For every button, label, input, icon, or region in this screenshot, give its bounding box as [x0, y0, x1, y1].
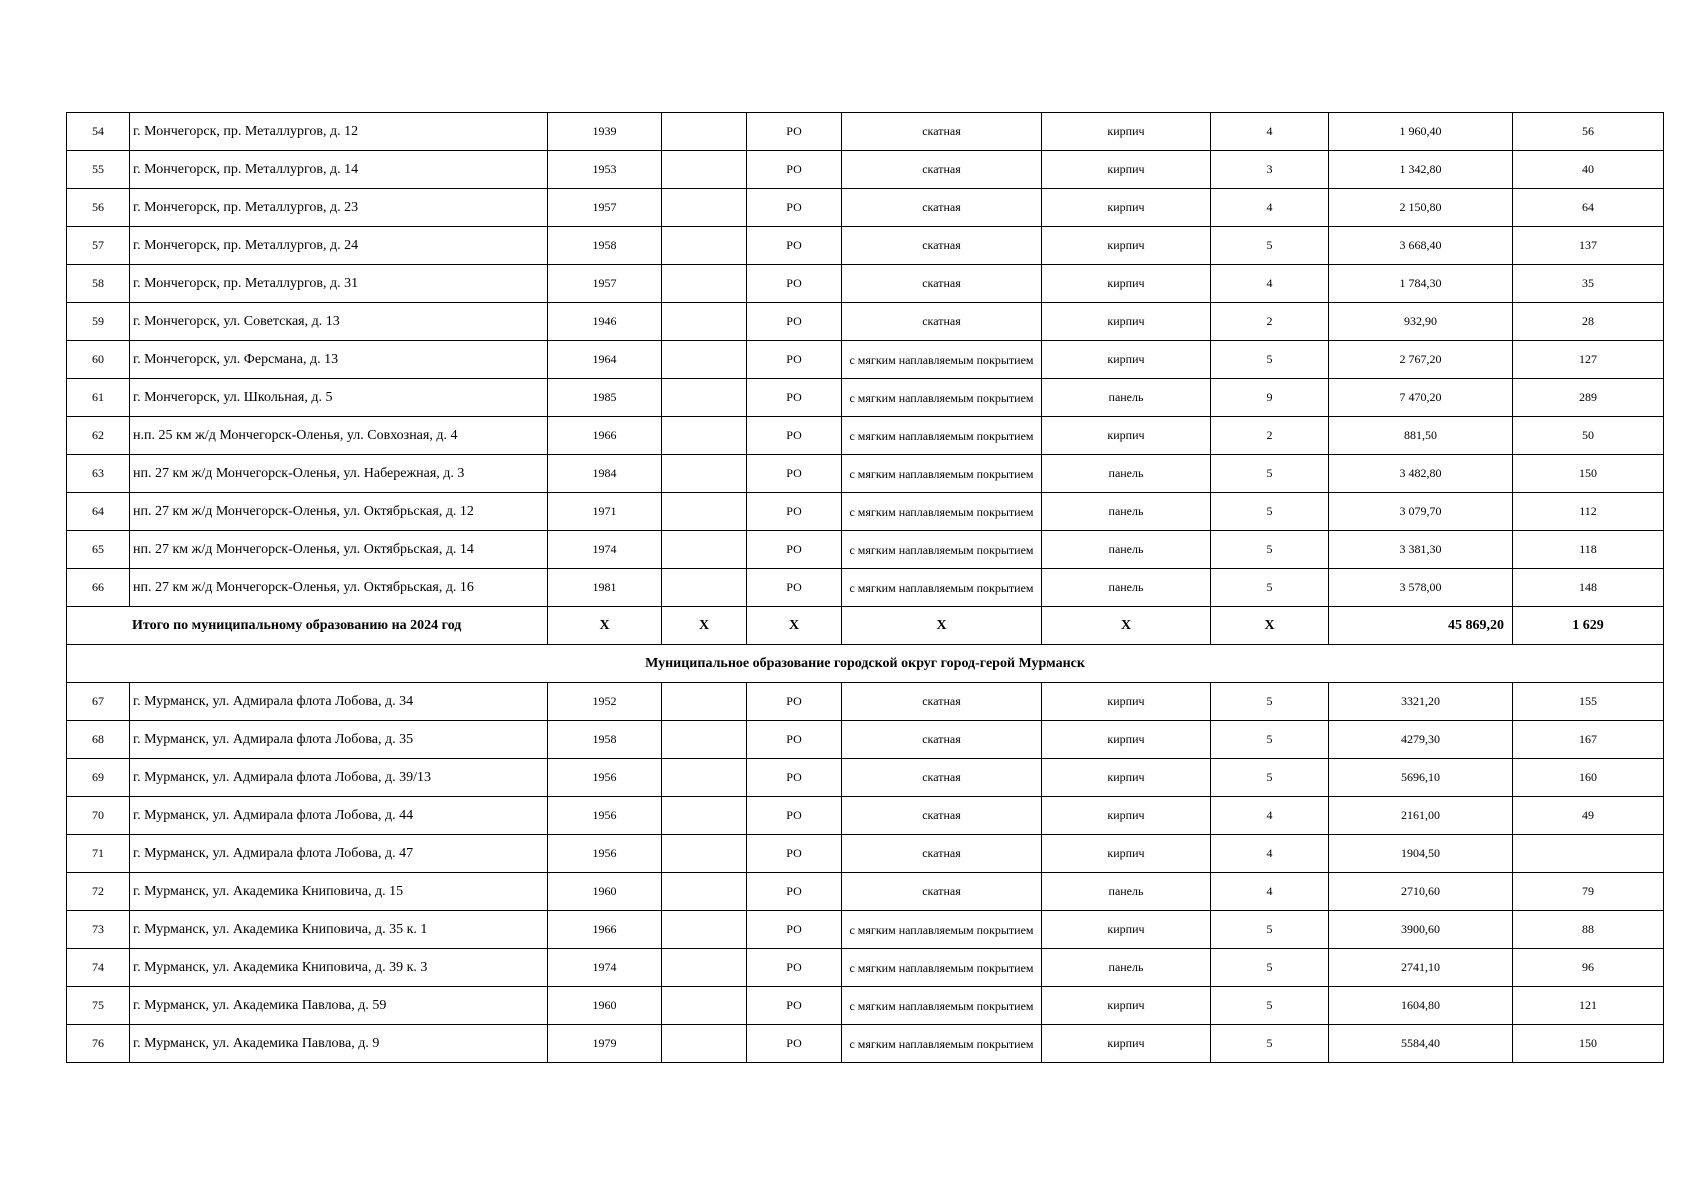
row-number: 56	[67, 189, 130, 227]
wall-material-cell: кирпич	[1042, 721, 1211, 759]
table-row	[67, 683, 1664, 721]
row-number: 67	[67, 683, 130, 721]
area-cell: 1604,80	[1329, 987, 1513, 1025]
residents-cell: 118	[1513, 531, 1664, 569]
roof-type-cell: скатная	[842, 797, 1042, 835]
year-cell: 1960	[548, 987, 662, 1025]
row-number: 55	[67, 151, 130, 189]
empty-cell	[662, 379, 747, 417]
address-cell: г. Мурманск, ул. Адмирала флота Лобова, д. 35	[130, 721, 548, 759]
roof-type-cell: скатная	[842, 683, 1042, 721]
wall-material-cell: кирпич	[1042, 987, 1211, 1025]
method-cell: РО	[747, 721, 842, 759]
floors-cell: 5	[1211, 227, 1329, 265]
floors-cell: 5	[1211, 493, 1329, 531]
method-cell: РО	[747, 113, 842, 151]
floors-cell: 5	[1211, 455, 1329, 493]
year-cell: 1957	[548, 189, 662, 227]
table-row	[67, 189, 1664, 227]
roof-type-cell: с мягким наплавляемым покрытием	[842, 949, 1042, 987]
address-cell: г. Мурманск, ул. Адмирала флота Лобова, д. 39/13	[130, 759, 548, 797]
empty-cell	[662, 569, 747, 607]
empty-cell	[662, 721, 747, 759]
wall-material-cell: панель	[1042, 493, 1211, 531]
roof-type-cell: скатная	[842, 113, 1042, 151]
address-cell: г. Мурманск, ул. Адмирала флота Лобова, д. 34	[130, 683, 548, 721]
total-label: Итого по муниципальному образованию на 2024 год	[67, 607, 548, 645]
year-cell: 1974	[548, 531, 662, 569]
method-cell: РО	[747, 341, 842, 379]
area-cell: 3900,60	[1329, 911, 1513, 949]
residents-cell: 121	[1513, 987, 1664, 1025]
residents-cell: 289	[1513, 379, 1664, 417]
year-cell: 1956	[548, 797, 662, 835]
address-cell: г. Мурманск, ул. Академика Книповича, д. 15	[130, 873, 548, 911]
area-cell: 1 342,80	[1329, 151, 1513, 189]
roof-type-cell: с мягким наплавляемым покрытием	[842, 455, 1042, 493]
roof-type-cell: скатная	[842, 303, 1042, 341]
address-cell: нп. 27 км ж/д Мончегорск-Оленья, ул. Набережная, д. 3	[130, 455, 548, 493]
method-cell: РО	[747, 493, 842, 531]
table-row	[67, 227, 1664, 265]
residents-cell	[1513, 835, 1664, 873]
area-cell: 1 784,30	[1329, 265, 1513, 303]
area-cell: 3321,20	[1329, 683, 1513, 721]
empty-cell	[662, 113, 747, 151]
row-number: 61	[67, 379, 130, 417]
wall-material-cell: панель	[1042, 949, 1211, 987]
floors-cell: 5	[1211, 987, 1329, 1025]
area-cell: 3 079,70	[1329, 493, 1513, 531]
wall-material-cell: кирпич	[1042, 189, 1211, 227]
residents-cell: 167	[1513, 721, 1664, 759]
row-number: 60	[67, 341, 130, 379]
residents-cell: 88	[1513, 911, 1664, 949]
year-cell: 1956	[548, 759, 662, 797]
empty-cell	[662, 987, 747, 1025]
wall-material-cell: кирпич	[1042, 683, 1211, 721]
total-row	[67, 607, 1664, 645]
area-cell: 2710,60	[1329, 873, 1513, 911]
row-number: 58	[67, 265, 130, 303]
empty-cell	[662, 873, 747, 911]
residents-cell: 148	[1513, 569, 1664, 607]
empty-cell	[662, 227, 747, 265]
floors-cell: 5	[1211, 569, 1329, 607]
empty-cell	[662, 303, 747, 341]
method-cell: РО	[747, 227, 842, 265]
wall-material-cell: кирпич	[1042, 417, 1211, 455]
wall-material-cell: кирпич	[1042, 151, 1211, 189]
method-cell: РО	[747, 911, 842, 949]
method-cell: РО	[747, 835, 842, 873]
floors-cell: 4	[1211, 797, 1329, 835]
row-number: 74	[67, 949, 130, 987]
floors-cell: 3	[1211, 151, 1329, 189]
section-title: Муниципальное образование городской округ город-герой Мурманск	[67, 645, 1664, 683]
wall-material-cell: панель	[1042, 569, 1211, 607]
address-cell: г. Мончегорск, пр. Металлургов, д. 12	[130, 113, 548, 151]
rows-after-section	[67, 683, 1664, 1063]
floors-cell: 5	[1211, 531, 1329, 569]
empty-cell	[662, 797, 747, 835]
total-area: 45 869,20	[1329, 607, 1513, 645]
empty-cell	[662, 493, 747, 531]
roof-type-cell: с мягким наплавляемым покрытием	[842, 493, 1042, 531]
empty-cell	[662, 759, 747, 797]
area-cell: 2741,10	[1329, 949, 1513, 987]
method-cell: РО	[747, 417, 842, 455]
residents-cell: 79	[1513, 873, 1664, 911]
floors-cell: 5	[1211, 911, 1329, 949]
area-cell: 2 767,20	[1329, 341, 1513, 379]
wall-material-cell: кирпич	[1042, 835, 1211, 873]
area-cell: 1 960,40	[1329, 113, 1513, 151]
floors-cell: 4	[1211, 189, 1329, 227]
table-row	[67, 721, 1664, 759]
year-cell: 1958	[548, 721, 662, 759]
empty-cell	[662, 949, 747, 987]
address-cell: г. Мурманск, ул. Академика Павлова, д. 59	[130, 987, 548, 1025]
address-cell: г. Мурманск, ул. Академика Павлова, д. 9	[130, 1025, 548, 1063]
table-row	[67, 569, 1664, 607]
row-number: 76	[67, 1025, 130, 1063]
table-row	[67, 151, 1664, 189]
table-row	[67, 1025, 1664, 1063]
residents-cell: 137	[1513, 227, 1664, 265]
empty-cell	[662, 341, 747, 379]
table-row	[67, 759, 1664, 797]
row-number: 57	[67, 227, 130, 265]
housing-registry-table	[66, 112, 1664, 1063]
address-cell: г. Мурманск, ул. Академика Книповича, д. 35 к. 1	[130, 911, 548, 949]
table-row	[67, 417, 1664, 455]
residents-cell: 150	[1513, 1025, 1664, 1063]
wall-material-cell: кирпич	[1042, 265, 1211, 303]
address-cell: г. Мончегорск, ул. Ферсмана, д. 13	[130, 341, 548, 379]
residents-cell: 112	[1513, 493, 1664, 531]
area-cell: 4279,30	[1329, 721, 1513, 759]
row-number: 75	[67, 987, 130, 1025]
empty-cell	[662, 531, 747, 569]
total-year-x: X	[548, 607, 662, 645]
empty-cell	[662, 911, 747, 949]
area-cell: 3 482,80	[1329, 455, 1513, 493]
wall-material-cell: кирпич	[1042, 113, 1211, 151]
empty-cell	[662, 835, 747, 873]
row-number: 54	[67, 113, 130, 151]
table-row	[67, 873, 1664, 911]
row-number: 72	[67, 873, 130, 911]
roof-type-cell: с мягким наплавляемым покрытием	[842, 341, 1042, 379]
method-cell: РО	[747, 569, 842, 607]
area-cell: 1904,50	[1329, 835, 1513, 873]
table-row	[67, 911, 1664, 949]
address-cell: г. Мончегорск, пр. Металлургов, д. 24	[130, 227, 548, 265]
empty-cell	[662, 683, 747, 721]
area-cell: 3 668,40	[1329, 227, 1513, 265]
table-row	[67, 113, 1664, 151]
floors-cell: 5	[1211, 949, 1329, 987]
floors-cell: 4	[1211, 113, 1329, 151]
floors-cell: 4	[1211, 265, 1329, 303]
method-cell: РО	[747, 531, 842, 569]
address-cell: нп. 27 км ж/д Мончегорск-Оленья, ул. Октябрьская, д. 14	[130, 531, 548, 569]
wall-material-cell: кирпич	[1042, 797, 1211, 835]
wall-material-cell: кирпич	[1042, 759, 1211, 797]
table-row	[67, 531, 1664, 569]
year-cell: 1964	[548, 341, 662, 379]
year-cell: 1966	[548, 417, 662, 455]
residents-cell: 49	[1513, 797, 1664, 835]
total-residents: 1 629	[1513, 607, 1664, 645]
row-number: 63	[67, 455, 130, 493]
floors-cell: 5	[1211, 1025, 1329, 1063]
table-row	[67, 455, 1664, 493]
address-cell: г. Мурманск, ул. Адмирала флота Лобова, д. 47	[130, 835, 548, 873]
row-number: 69	[67, 759, 130, 797]
row-number: 65	[67, 531, 130, 569]
address-cell: нп. 27 км ж/д Мончегорск-Оленья, ул. Октябрьская, д. 12	[130, 493, 548, 531]
row-number: 73	[67, 911, 130, 949]
table-row	[67, 797, 1664, 835]
year-cell: 1984	[548, 455, 662, 493]
row-number: 62	[67, 417, 130, 455]
roof-type-cell: с мягким наплавляемым покрытием	[842, 987, 1042, 1025]
total-section	[67, 607, 1664, 683]
table-row	[67, 987, 1664, 1025]
year-cell: 1946	[548, 303, 662, 341]
table-row	[67, 341, 1664, 379]
roof-type-cell: скатная	[842, 873, 1042, 911]
empty-cell	[662, 455, 747, 493]
roof-type-cell: с мягким наплавляемым покрытием	[842, 911, 1042, 949]
total-floors-x: X	[1211, 607, 1329, 645]
method-cell: РО	[747, 683, 842, 721]
table-row	[67, 303, 1664, 341]
residents-cell: 28	[1513, 303, 1664, 341]
residents-cell: 150	[1513, 455, 1664, 493]
row-number: 68	[67, 721, 130, 759]
table-row	[67, 949, 1664, 987]
empty-cell	[662, 417, 747, 455]
residents-cell: 40	[1513, 151, 1664, 189]
area-cell: 7 470,20	[1329, 379, 1513, 417]
area-cell: 3 381,30	[1329, 531, 1513, 569]
roof-type-cell: скатная	[842, 759, 1042, 797]
year-cell: 1960	[548, 873, 662, 911]
method-cell: РО	[747, 759, 842, 797]
year-cell: 1985	[548, 379, 662, 417]
total-wall-x: X	[1042, 607, 1211, 645]
total-col4-x: X	[662, 607, 747, 645]
row-number: 70	[67, 797, 130, 835]
table-row	[67, 493, 1664, 531]
roof-type-cell: с мягким наплавляемым покрытием	[842, 417, 1042, 455]
method-cell: РО	[747, 949, 842, 987]
floors-cell: 5	[1211, 341, 1329, 379]
table-row	[67, 265, 1664, 303]
roof-type-cell: с мягким наплавляемым покрытием	[842, 531, 1042, 569]
year-cell: 1974	[548, 949, 662, 987]
roof-type-cell: с мягким наплавляемым покрытием	[842, 569, 1042, 607]
area-cell: 2 150,80	[1329, 189, 1513, 227]
year-cell: 1952	[548, 683, 662, 721]
address-cell: нп. 27 км ж/д Мончегорск-Оленья, ул. Октябрьская, д. 16	[130, 569, 548, 607]
year-cell: 1979	[548, 1025, 662, 1063]
wall-material-cell: кирпич	[1042, 303, 1211, 341]
residents-cell: 50	[1513, 417, 1664, 455]
floors-cell: 4	[1211, 835, 1329, 873]
area-cell: 2161,00	[1329, 797, 1513, 835]
total-method-x: X	[747, 607, 842, 645]
row-number: 66	[67, 569, 130, 607]
table-row	[67, 835, 1664, 873]
year-cell: 1953	[548, 151, 662, 189]
year-cell: 1971	[548, 493, 662, 531]
address-cell: г. Мончегорск, пр. Металлургов, д. 23	[130, 189, 548, 227]
address-cell: г. Мурманск, ул. Адмирала флота Лобова, д. 44	[130, 797, 548, 835]
area-cell: 932,90	[1329, 303, 1513, 341]
method-cell: РО	[747, 1025, 842, 1063]
table-row	[67, 379, 1664, 417]
roof-type-cell: с мягким наплавляемым покрытием	[842, 379, 1042, 417]
year-cell: 1958	[548, 227, 662, 265]
row-number: 64	[67, 493, 130, 531]
row-number: 59	[67, 303, 130, 341]
row-number: 71	[67, 835, 130, 873]
floors-cell: 2	[1211, 417, 1329, 455]
roof-type-cell: скатная	[842, 151, 1042, 189]
floors-cell: 4	[1211, 873, 1329, 911]
wall-material-cell: панель	[1042, 455, 1211, 493]
roof-type-cell: скатная	[842, 265, 1042, 303]
method-cell: РО	[747, 151, 842, 189]
roof-type-cell: скатная	[842, 721, 1042, 759]
residents-cell: 64	[1513, 189, 1664, 227]
address-cell: г. Мончегорск, ул. Советская, д. 13	[130, 303, 548, 341]
residents-cell: 96	[1513, 949, 1664, 987]
roof-type-cell: скатная	[842, 189, 1042, 227]
year-cell: 1939	[548, 113, 662, 151]
method-cell: РО	[747, 379, 842, 417]
wall-material-cell: кирпич	[1042, 911, 1211, 949]
empty-cell	[662, 265, 747, 303]
residents-cell: 35	[1513, 265, 1664, 303]
floors-cell: 5	[1211, 721, 1329, 759]
floors-cell: 2	[1211, 303, 1329, 341]
roof-type-cell: скатная	[842, 835, 1042, 873]
method-cell: РО	[747, 987, 842, 1025]
wall-material-cell: кирпич	[1042, 341, 1211, 379]
rows-before-total	[67, 113, 1664, 607]
roof-type-cell: с мягким наплавляемым покрытием	[842, 1025, 1042, 1063]
method-cell: РО	[747, 873, 842, 911]
area-cell: 5696,10	[1329, 759, 1513, 797]
residents-cell: 155	[1513, 683, 1664, 721]
residents-cell: 160	[1513, 759, 1664, 797]
wall-material-cell: панель	[1042, 379, 1211, 417]
year-cell: 1957	[548, 265, 662, 303]
address-cell: г. Мончегорск, ул. Школьная, д. 5	[130, 379, 548, 417]
section-header-row	[67, 645, 1664, 683]
year-cell: 1956	[548, 835, 662, 873]
residents-cell: 127	[1513, 341, 1664, 379]
residents-cell: 56	[1513, 113, 1664, 151]
floors-cell: 9	[1211, 379, 1329, 417]
empty-cell	[662, 151, 747, 189]
empty-cell	[662, 1025, 747, 1063]
area-cell: 881,50	[1329, 417, 1513, 455]
address-cell: г. Мурманск, ул. Академика Книповича, д. 39 к. 3	[130, 949, 548, 987]
total-roof-x: X	[842, 607, 1042, 645]
method-cell: РО	[747, 303, 842, 341]
method-cell: РО	[747, 797, 842, 835]
year-cell: 1966	[548, 911, 662, 949]
floors-cell: 5	[1211, 683, 1329, 721]
address-cell: г. Мончегорск, пр. Металлургов, д. 14	[130, 151, 548, 189]
address-cell: н.п. 25 км ж/д Мончегорск-Оленья, ул. Совхозная, д. 4	[130, 417, 548, 455]
floors-cell: 5	[1211, 759, 1329, 797]
area-cell: 5584,40	[1329, 1025, 1513, 1063]
wall-material-cell: панель	[1042, 873, 1211, 911]
method-cell: РО	[747, 189, 842, 227]
roof-type-cell: скатная	[842, 227, 1042, 265]
method-cell: РО	[747, 455, 842, 493]
empty-cell	[662, 189, 747, 227]
wall-material-cell: кирпич	[1042, 1025, 1211, 1063]
wall-material-cell: кирпич	[1042, 227, 1211, 265]
wall-material-cell: панель	[1042, 531, 1211, 569]
address-cell: г. Мончегорск, пр. Металлургов, д. 31	[130, 265, 548, 303]
year-cell: 1981	[548, 569, 662, 607]
method-cell: РО	[747, 265, 842, 303]
area-cell: 3 578,00	[1329, 569, 1513, 607]
